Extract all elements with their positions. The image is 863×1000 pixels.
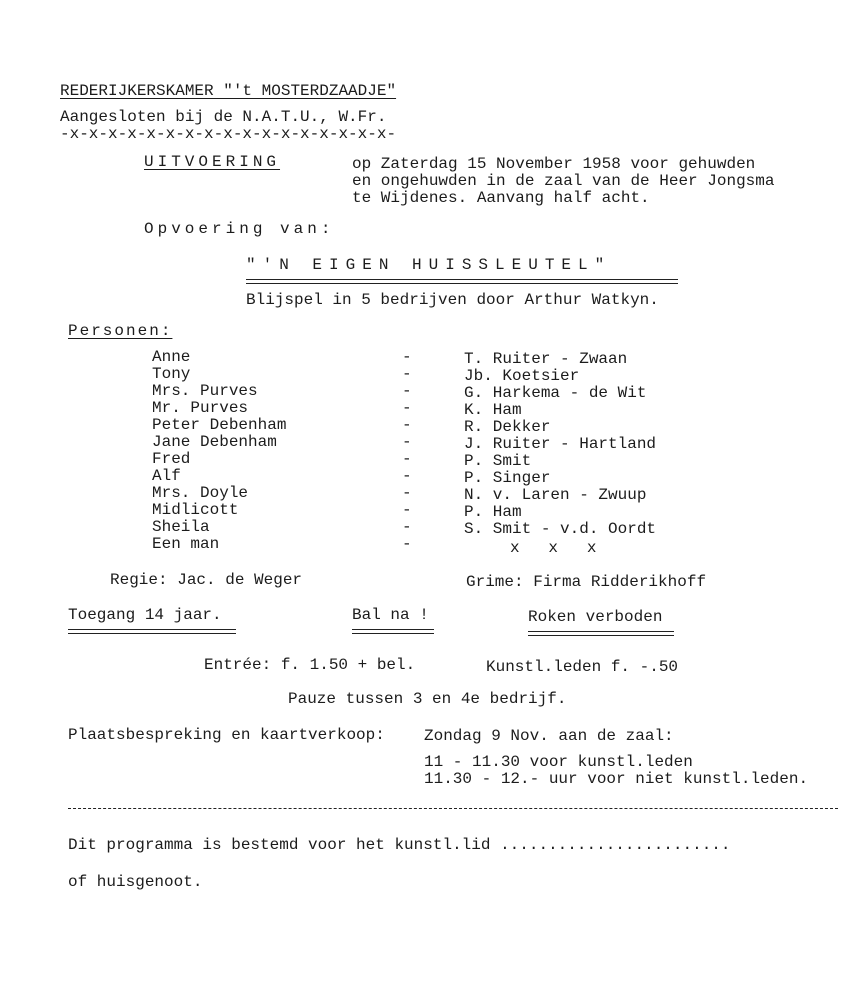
performance-date-line: op Zaterdag 15 November 1958 voor gehuwden <box>352 155 756 173</box>
direction-credit: Regie: Jac. de Weger <box>110 571 303 589</box>
cast-role: Fred <box>152 450 191 468</box>
cast-actor: N. v. Laren - Zwuup <box>464 486 647 504</box>
smoking-notice-double-underline <box>528 631 674 636</box>
cast-actor: R. Dekker <box>464 418 551 436</box>
cast-role: Midlicott <box>152 501 239 519</box>
performance-venue-line: en ongehuwden in de zaal van de Heer Jongsma <box>352 172 775 190</box>
performance-label: UITVOERING <box>144 153 281 171</box>
dashed-divider <box>68 808 838 809</box>
cast-actor: T. Ruiter - Zwaan <box>464 350 628 368</box>
age-notice: Toegang 14 jaar. <box>68 606 222 624</box>
ball-notice: Bal na ! <box>352 606 429 624</box>
age-notice-double-underline <box>68 629 236 634</box>
member-price: Kunstl.leden f. -.50 <box>486 658 679 676</box>
affiliation-line: Aangesloten bij de N.A.T.U., W.Fr. <box>60 108 387 126</box>
cast-role: Mrs. Purves <box>152 382 258 400</box>
reservation-member-hours: 11 - 11.30 voor kunstl.leden <box>424 753 693 771</box>
cast-dash: - <box>402 467 412 485</box>
cast-dash: - <box>402 382 412 400</box>
performance-time-line: te Wijdenes. Aanvang half acht. <box>352 189 650 207</box>
cast-actor: P. Smit <box>464 452 532 470</box>
header-separator: -x-x-x-x-x-x-x-x-x-x-x-x-x-x-x-x-x- <box>60 125 397 143</box>
cast-dash: - <box>402 365 412 383</box>
cast-dash: - <box>402 416 412 434</box>
cast-dash: - <box>402 433 412 451</box>
cast-actor: Jb. Koetsier <box>464 367 580 385</box>
cast-actor: P. Ham <box>464 503 522 521</box>
cast-dash: - <box>402 399 412 417</box>
cast-role: Mr. Purves <box>152 399 249 417</box>
makeup-credit: Grime: Firma Ridderikhoff <box>466 573 707 591</box>
reservation-label: Plaatsbespreking en kaartverkoop: <box>68 726 385 744</box>
cast-role: Tony <box>152 365 191 383</box>
program-notice: Dit programma is bestemd voor het kunstl.lid ........................ <box>68 836 731 854</box>
cast-actor: x x x <box>510 539 597 557</box>
cast-actor: J. Ruiter - Hartland <box>464 435 657 453</box>
cast-dash: - <box>402 450 412 468</box>
cast-actor: G. Harkema - de Wit <box>464 384 647 402</box>
play-title-double-underline <box>246 279 678 284</box>
cast-role: Sheila <box>152 518 210 536</box>
ball-notice-double-underline <box>352 629 434 634</box>
cast-role: Anne <box>152 348 191 366</box>
cast-role: Alf <box>152 467 181 485</box>
cast-role: Mrs. Doyle <box>152 484 249 502</box>
cast-role: Jane Debenham <box>152 433 277 451</box>
cast-dash: - <box>402 501 412 519</box>
cast-role: Peter Debenham <box>152 416 287 434</box>
play-title: "'N EIGEN HUISSLEUTEL" <box>246 256 612 274</box>
cast-dash: - <box>402 518 412 536</box>
reservation-nonmember-hours: 11.30 - 12.- uur voor niet kunstl.leden. <box>424 770 809 788</box>
reservation-day: Zondag 9 Nov. aan de zaal: <box>424 727 674 745</box>
cast-actor: S. Smit - v.d. Oordt <box>464 520 657 538</box>
cast-actor: P. Singer <box>464 469 551 487</box>
cast-dash: - <box>402 484 412 502</box>
play-subtitle: Blijspel in 5 bedrijven door Arthur Watkyn. <box>246 291 659 309</box>
household-note: of huisgenoot. <box>68 873 203 891</box>
intermission-note: Pauze tussen 3 en 4e bedrijf. <box>288 690 567 708</box>
cast-heading: Personen: <box>68 322 173 340</box>
society-title: REDERIJKERSKAMER "'t MOSTERDZAADJE" <box>60 82 397 100</box>
cast-dash: - <box>402 348 412 366</box>
cast-actor: K. Ham <box>464 401 522 419</box>
cast-role: Een man <box>152 535 220 553</box>
cast-dash: - <box>402 535 412 553</box>
play-intro: Opvoering van: <box>144 220 335 238</box>
entry-price: Entrée: f. 1.50 + bel. <box>204 656 416 674</box>
smoking-notice: Roken verboden <box>528 608 663 626</box>
